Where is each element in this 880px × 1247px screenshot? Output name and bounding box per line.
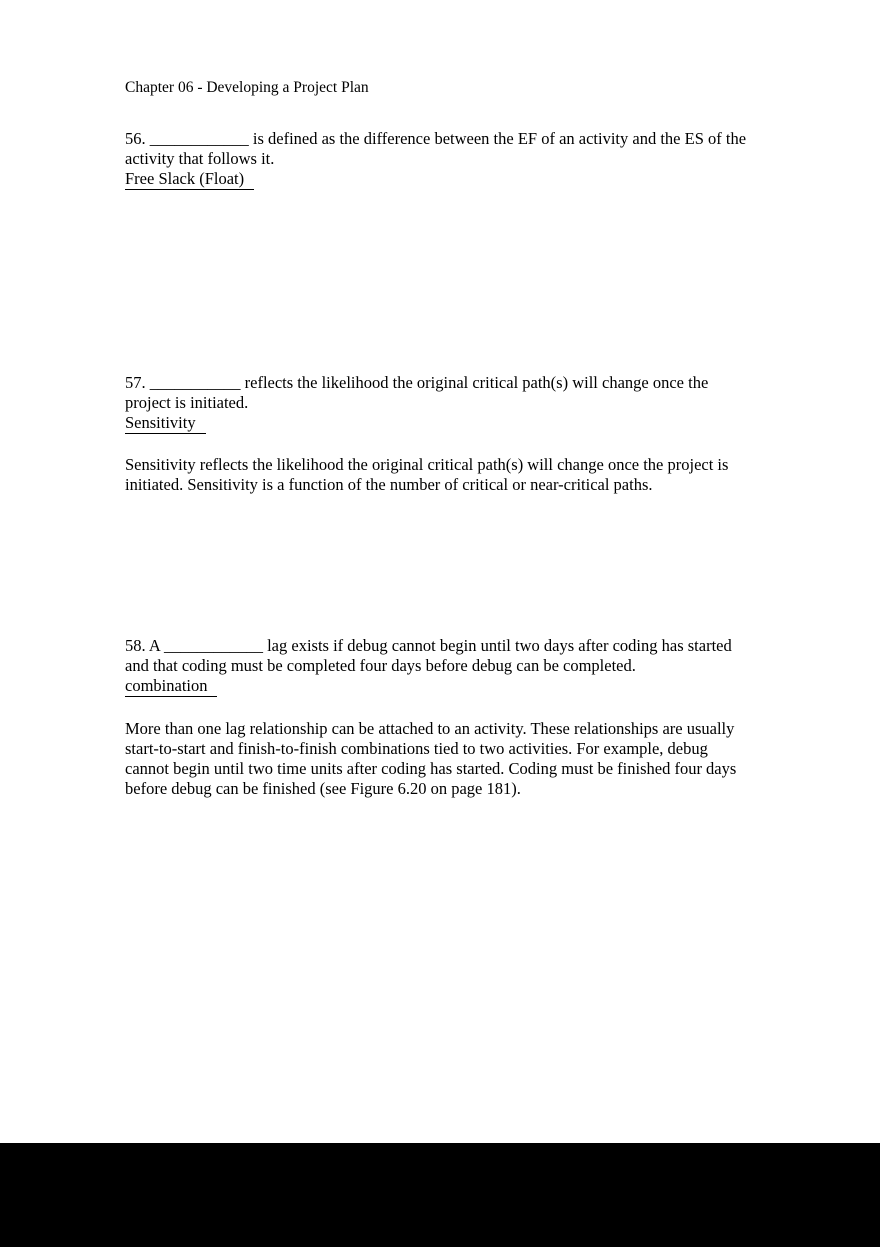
question-57-answer: Sensitivity (125, 413, 206, 434)
question-56-answer: Free Slack (Float) (125, 169, 254, 190)
bottom-black-bar (0, 1143, 880, 1247)
question-57-answer-line (125, 413, 708, 434)
question-56-line-2: activity that follows it. (125, 149, 275, 168)
explanation-line: before debug can be finished (see Figure 6.20 on page 181). (125, 779, 521, 798)
chapter-header: Chapter 06 - Developing a Project Plan (125, 79, 369, 96)
explanation-line: Sensitivity reflects the likelihood the original critical path(s) will change once the project is (125, 455, 729, 474)
question-58-answer-line (125, 676, 732, 697)
question-57 (125, 373, 708, 434)
explanation-line: initiated. Sensitivity is a function of the number of critical or near-critical paths. (125, 475, 653, 494)
question-57-line-1: 57. ___________ reflects the likelihood the original critical path(s) will change once the (125, 373, 709, 392)
explanation-line: start-to-start and finish-to-finish combinations tied to two activities. For example, debug (125, 739, 708, 758)
question-56-line-1: 56. ____________ is defined as the difference between the EF of an activity and the ES of the (125, 129, 747, 148)
question-58-answer: combination (125, 676, 217, 697)
question-58-line-1: 58. A ____________ lag exists if debug cannot begin until two days after coding has started (125, 636, 732, 655)
question-58-explanation (125, 719, 736, 799)
explanation-line: cannot begin until two time units after coding has started. Coding must be finished four days (125, 759, 737, 778)
question-56 (125, 129, 746, 190)
explanation-line: More than one lag relationship can be attached to an activity. These relationships are usually (125, 719, 735, 738)
question-58 (125, 636, 732, 697)
question-56-answer-line (125, 169, 746, 190)
question-58-line-2: and that coding must be completed four days before debug can be completed. (125, 656, 636, 675)
question-57-explanation (125, 455, 728, 495)
question-57-line-2: project is initiated. (125, 393, 249, 412)
